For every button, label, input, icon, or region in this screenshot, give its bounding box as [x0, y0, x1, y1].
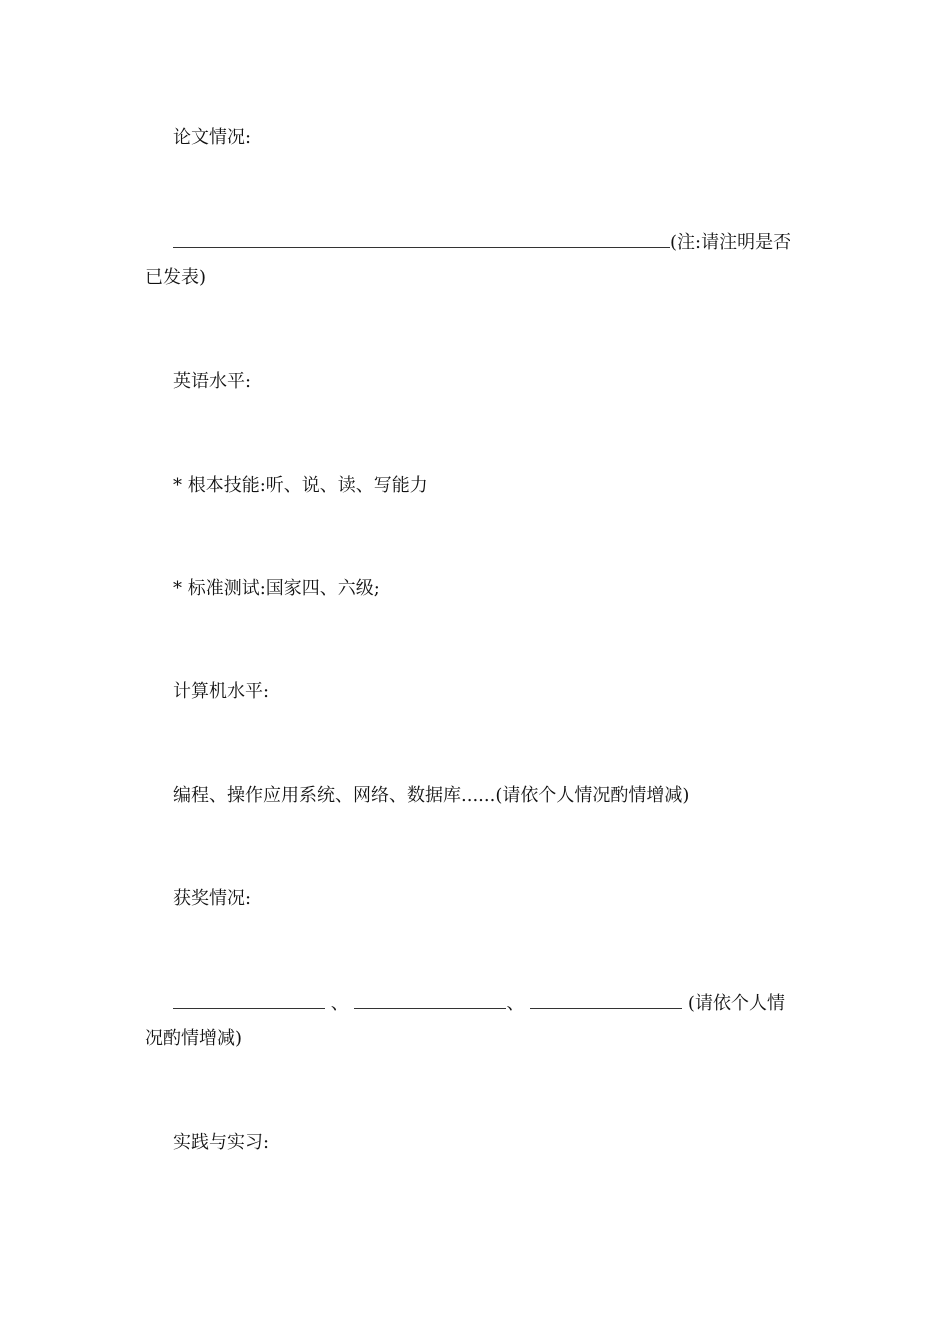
computer-heading: 计算机水平:	[173, 681, 270, 702]
practice-heading: 实践与实习:	[173, 1132, 270, 1153]
english-standard-test: * 标准测试:国家四、六级;	[173, 578, 380, 599]
awards-separator: 、	[325, 993, 349, 1014]
paper-fill-blank[interactable]	[173, 230, 670, 248]
english-heading: 英语水平:	[173, 371, 252, 392]
awards-note: (请依个人情	[682, 993, 785, 1014]
paper-heading: 论文情况:	[173, 127, 252, 148]
award-fill-blank-1[interactable]	[173, 991, 325, 1009]
award-fill-blank-2[interactable]	[354, 991, 506, 1009]
paper-note: (注:请注明是否	[670, 232, 792, 253]
english-basic-skills: * 根本技能:听、说、读、写能力	[173, 475, 428, 496]
awards-blank-line	[173, 991, 785, 1016]
awards-separator: 、	[506, 993, 525, 1014]
computer-skills: 编程、操作应用系统、网络、数据库......(请依个人情况酌情增减)	[173, 785, 690, 806]
awards-note-continued: 况酌情增减)	[145, 1028, 243, 1049]
paper-blank-line	[173, 230, 791, 255]
paper-note-continued: 已发表)	[145, 267, 207, 288]
awards-heading: 获奖情况:	[173, 888, 252, 909]
award-fill-blank-3[interactable]	[530, 991, 682, 1009]
